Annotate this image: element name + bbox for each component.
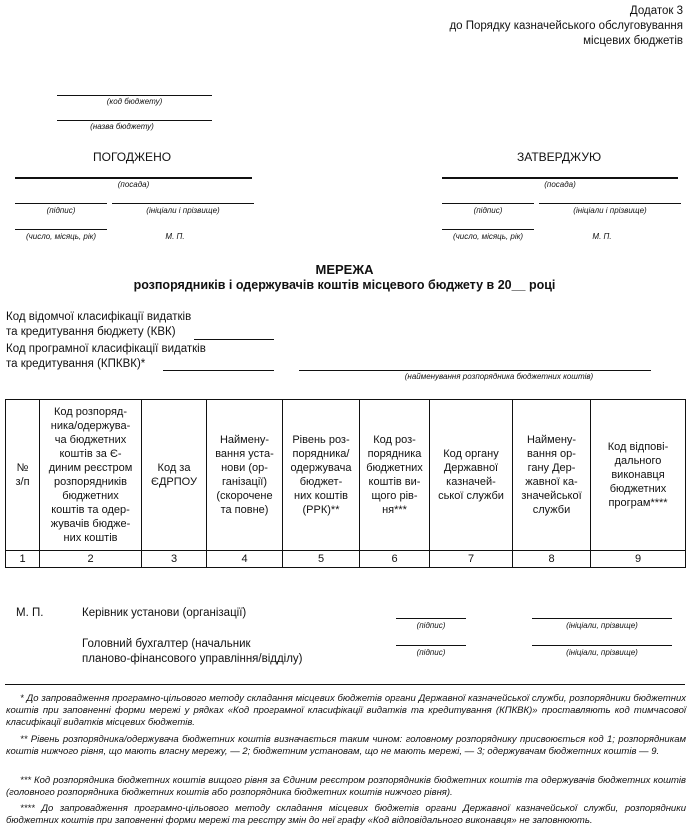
column-number: 7	[430, 551, 513, 568]
agreed-name-caption: (ініціали і прізвище)	[146, 206, 220, 215]
manager-name-caption: (найменування розпорядника бюджетних коштів)	[404, 372, 594, 381]
head-name-caption: (ініціали, прізвище)	[566, 621, 638, 630]
annex-ref-line1: до Порядку казначейського обслуговування	[449, 20, 683, 32]
accountant-signature-caption: (підпис)	[416, 648, 446, 657]
column-number: 9	[591, 551, 686, 568]
annex-header	[383, 4, 683, 49]
approved-title: ЗАТВЕРДЖУЮ	[517, 150, 602, 164]
head-signature-caption: (підпис)	[416, 621, 446, 630]
approved-position-caption: (посада)	[544, 180, 576, 189]
agreed-title: ПОГОДЖЕНО	[93, 150, 172, 164]
annex-ref-line2: місцевих бюджетів	[583, 35, 683, 47]
column-number: 4	[207, 551, 283, 568]
head-signature-line[interactable]	[396, 618, 466, 619]
header-cell: Код відпові- дального виконавця бюджетних програм****	[591, 400, 686, 551]
accountant-label-line1: Головний бухгалтер (начальник	[82, 638, 251, 650]
approved-signature-caption: (підпис)	[473, 206, 503, 215]
budget-code-caption: (код бюджету)	[106, 97, 163, 106]
footnote-1: * До запровадження програмно-цільового методу складання місцевих бюджетів органи Державної казначейської служби, розпорядники бюджетних коштів при заповненні форми мережі у рядках «Код програмної класифікації видатків та кредитування (КПКВК)» проставляють код тимчасової класифікації видатків місцевих бюджетів.	[6, 693, 686, 728]
approved-name-line[interactable]	[539, 203, 681, 204]
agreed-position-caption: (посада)	[117, 180, 150, 189]
header-cell: Рівень роз- порядника/ одержувача бюджет- них коштів (РРК)**	[283, 400, 360, 551]
signature-stamp: М. П.	[16, 607, 44, 619]
column-number: 8	[513, 551, 591, 568]
accountant-name-line[interactable]	[532, 645, 672, 646]
footnote-separator	[5, 684, 685, 685]
footnote-4: **** До запровадження програмно-цільового методу складання місцевих бюджетів органи Державної казначейської служби, розпорядники бюджетних коштів при заповненні форми мережі та реєстру змін до неї графу «Код відповідального виконавця» не заповнюють.	[6, 803, 686, 826]
manager-name-line[interactable]	[299, 370, 651, 371]
header-cell: Код органу Державної казначей- ської служби	[430, 400, 513, 551]
footnote-2: ** Рівень розпорядника/одержувача бюджетних коштів визначається таким чином: головному розпоряднику присвоюється код 1; розпорядникам коштів нижчого рівня, що мають власну мережу, — 2; бюджетним установам, що не мають мережі, — 3; одержувачам бюджетних коштів — 9.	[6, 734, 686, 757]
accountant-name-caption: (ініціали, прізвище)	[566, 648, 638, 657]
agreed-signature-caption: (підпис)	[46, 206, 76, 215]
column-number: 5	[283, 551, 360, 568]
footnote-3: *** Код розпорядника бюджетних коштів вищого рівня за Єдиним реєстром розпорядників бюджетних коштів та одержувачів бюджетних коштів (головного розпорядника бюджетних коштів або розпорядника бюджетних коштів нижчого рівня).	[6, 775, 686, 798]
kpkvk-label-line1: Код програмної класифікації видатків	[6, 343, 206, 355]
accountant-label-line2: планово-фінансового управління/відділу)	[82, 653, 303, 665]
kvk-input-line[interactable]	[194, 339, 274, 340]
kvk-label-line2: та кредитування бюджету (КВК)	[6, 326, 176, 338]
header-cell: Наймену- вання ор- гану Дер- жавної ка- значейської служби	[513, 400, 591, 551]
kvk-label-line1: Код відомчої класифікації видатків	[6, 311, 192, 323]
head-label: Керівник установи (організації)	[82, 607, 247, 619]
header-cell: Наймену- вання уста- нови (ор- ганізації) (скорочене та повне)	[207, 400, 283, 551]
annex-number: Додаток 3	[629, 5, 683, 17]
document-subtitle: розпорядників і одержувачів коштів місцевого бюджету в 20__ році	[133, 278, 556, 292]
approved-position-line[interactable]	[442, 177, 678, 179]
approved-date-caption: (число, місяць, рік)	[452, 232, 524, 241]
agreed-date-line[interactable]	[15, 229, 107, 230]
network-table	[5, 399, 686, 568]
agreed-date-caption: (число, місяць, рік)	[25, 232, 97, 241]
head-name-line[interactable]	[532, 618, 672, 619]
header-cell: Код за ЄДРПОУ	[142, 400, 207, 551]
agreed-signature-line[interactable]	[15, 203, 107, 204]
budget-name-line[interactable]	[57, 120, 212, 121]
table-header-row	[6, 400, 686, 551]
header-cell: Код роз- порядника бюджетних коштів ви- щого рів- ня***	[360, 400, 430, 551]
approved-stamp: М. П.	[592, 232, 612, 241]
budget-name-caption: (назва бюджету)	[90, 122, 154, 131]
budget-code-line[interactable]	[57, 95, 212, 96]
approved-signature-line[interactable]	[442, 203, 534, 204]
header-cell: № з/п	[6, 400, 40, 551]
accountant-signature-line[interactable]	[396, 645, 466, 646]
agreed-position-line[interactable]	[15, 177, 252, 179]
agreed-name-line[interactable]	[112, 203, 254, 204]
kpkvk-label-line2: та кредитування (КПКВК)*	[6, 358, 146, 370]
approved-date-line[interactable]	[442, 229, 534, 230]
document-title: МЕРЕЖА	[315, 262, 374, 277]
column-number-row	[6, 551, 686, 568]
column-number: 1	[6, 551, 40, 568]
column-number: 3	[142, 551, 207, 568]
agreed-stamp: М. П.	[165, 232, 185, 241]
column-number: 6	[360, 551, 430, 568]
header-cell: Код розпоряд- ника/одержува- ча бюджетних коштів за Є- диним реєстром розпорядників бюджетних коштів та одер- жувачів бюдже- них коштів	[40, 400, 142, 551]
kpkvk-input-line[interactable]	[163, 370, 274, 371]
approved-name-caption: (ініціали і прізвище)	[573, 206, 647, 215]
column-number: 2	[40, 551, 142, 568]
